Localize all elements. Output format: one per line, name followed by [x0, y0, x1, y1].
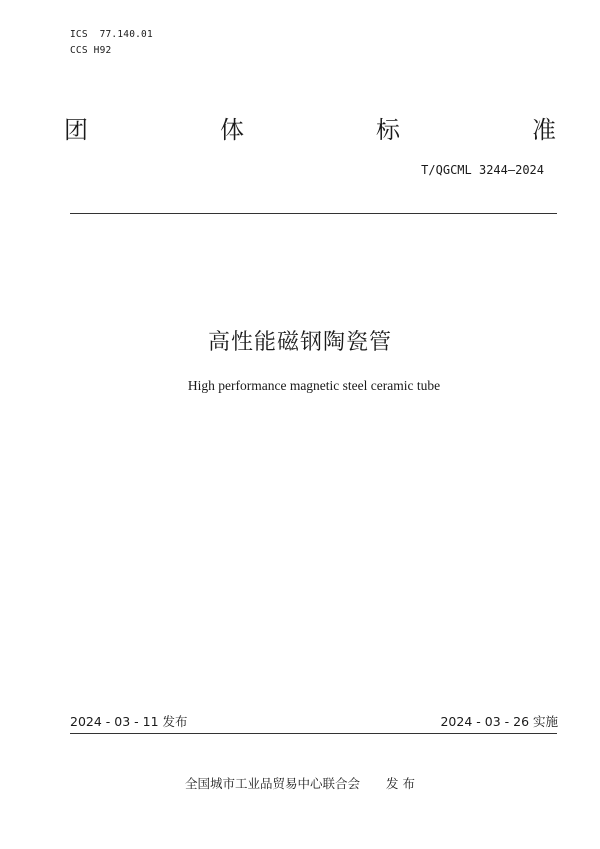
publisher-line — [0, 775, 600, 793]
standard-type-char: 准 — [532, 116, 556, 144]
standard-number: T/QGCML 3244—2024 — [421, 163, 544, 177]
standard-type-char: 标 — [376, 116, 400, 144]
ics-code: ICS 77.140.01 — [70, 29, 153, 40]
top-divider — [70, 213, 557, 214]
issue-date: 2024 - 03 - 11 发布 — [70, 714, 188, 729]
publisher-action: 发 布 — [386, 776, 415, 791]
classification-codes — [70, 27, 153, 59]
standard-type-char: 体 — [220, 116, 244, 144]
document-title-chinese: 高性能磁钢陶瓷管 — [207, 330, 392, 355]
bottom-divider — [70, 733, 557, 734]
standard-type-heading — [64, 112, 556, 148]
ccs-code: CCS H92 — [70, 45, 112, 56]
implementation-date: 2024 - 03 - 26 实施 — [440, 714, 558, 729]
document-title-english: High performance magnetic steel ceramic tube — [187, 378, 441, 393]
publisher-name: 全国城市工业品贸易中心联合会 — [185, 776, 361, 791]
standard-type-char: 团 — [64, 116, 88, 144]
